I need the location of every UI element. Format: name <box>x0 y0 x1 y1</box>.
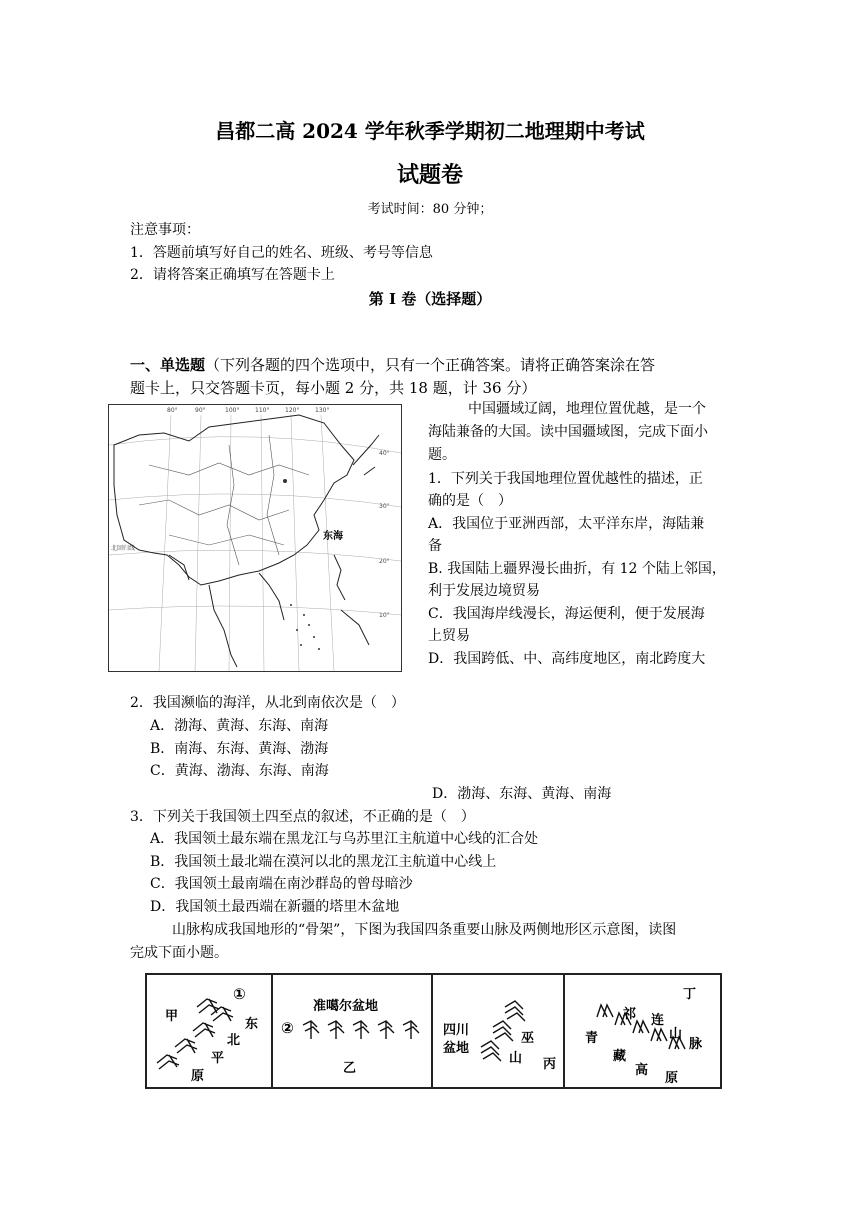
note-item: 2．请将答案正确填写在答题卡上 <box>130 267 335 283</box>
label-shan: 山 <box>509 1051 523 1066</box>
q2-option-d[interactable]: D．渤海、东海、黄海、南海 <box>432 786 612 802</box>
label-yi: 乙 <box>343 1061 357 1076</box>
tropic-label: 北回归线 <box>111 545 136 552</box>
q2-option-c[interactable]: C．黄海、渤海、东海、南海 <box>150 763 329 779</box>
label-qi: 祁 <box>623 1007 637 1022</box>
label-two: ② <box>281 1019 294 1037</box>
lon-label: 130° <box>315 407 330 414</box>
east-sea-label: 东海 <box>323 531 343 542</box>
label-wu: 巫 <box>521 1031 535 1046</box>
china-territory-map <box>108 404 402 672</box>
lat-label: 40° <box>379 450 390 457</box>
label-sichuan: 四川 <box>443 1023 470 1038</box>
label-ping: 平 <box>211 1051 225 1066</box>
part1-instructions-2: 题卡上，只交答题卡页，每小题 2 分，共 18 题，计 36 分） <box>130 379 537 397</box>
q3-stem: 3．下列关于我国领土四至点的叙述，不正确的是（ ） <box>130 809 475 825</box>
lat-label: 30° <box>379 503 390 510</box>
q1-option-a-cont: 备 <box>428 538 442 554</box>
label-jia: 甲 <box>165 1009 179 1024</box>
label-lian: 连 <box>651 1013 665 1028</box>
label-gao: 高 <box>635 1063 649 1078</box>
q1-stem: 确的是（ ） <box>428 493 512 509</box>
exam-time: 考试时间：80 分钟； <box>367 202 493 217</box>
intro1-line: 海陆兼备的大国。读中国疆域图，完成下面小 <box>428 424 708 440</box>
label-qing: 青 <box>585 1031 599 1046</box>
label-shan: 山 <box>669 1027 683 1042</box>
q1-option-b-cont: 利于发展边境贸易 <box>428 583 540 599</box>
lon-label: 100° <box>225 407 240 414</box>
diagram-panel-4 <box>565 975 720 1087</box>
label-junggar-basin: 准噶尔盆地 <box>313 999 379 1014</box>
lon-label: 110° <box>255 407 270 414</box>
q3-option-d[interactable]: D．我国领土最西端在新疆的塔里木盆地 <box>150 899 400 915</box>
diagram-panel-2 <box>273 975 433 1087</box>
label-ding: 丁 <box>683 987 697 1002</box>
q2-option-a[interactable]: A．渤海、黄海、东海、南海 <box>150 718 329 734</box>
diagram-panel-1 <box>147 975 273 1087</box>
q2-stem: 2．我国濒临的海洋，从北到南依次是（ ） <box>130 695 405 711</box>
label-yuan: 原 <box>665 1071 679 1086</box>
note-item: 1．答题前填写好自己的姓名、班级、考号等信息 <box>130 245 433 261</box>
q1-option-c-cont: 上贸易 <box>428 628 470 644</box>
label-pendi: 盆地 <box>443 1041 470 1056</box>
lon-label: 80° <box>167 407 178 414</box>
q2-option-b[interactable]: B．南海、东海、黄海、渤海 <box>150 741 329 757</box>
q1-option-a[interactable]: A．我国位于亚洲西部，太平洋东岸，海陆兼 <box>428 516 705 532</box>
lat-label: 10° <box>379 612 390 619</box>
label-bei: 北 <box>227 1033 241 1048</box>
label-one: ① <box>233 985 246 1003</box>
label-mai: 脉 <box>689 1037 703 1052</box>
notes-heading: 注意事项： <box>130 222 200 238</box>
q1-option-b[interactable]: B. 我国陆上疆界漫长曲折，有 12 个陆上邻国， <box>428 561 726 577</box>
mountain-ranges-diagram <box>145 973 722 1089</box>
section-title: 第 I 卷（选择题） <box>368 290 492 308</box>
part1-instructions: （下列各题的四个选项中，只有一个正确答案。请将正确答案涂在答 <box>205 356 656 374</box>
q1-option-c[interactable]: C．我国海岸线漫长，海运便利，便于发展海 <box>428 606 705 622</box>
q1-option-d[interactable]: D．我国跨低、中、高纬度地区，南北跨度大 <box>428 651 706 667</box>
part1-heading-line <box>130 354 655 375</box>
label-yuan: 原 <box>191 1069 205 1084</box>
intro2-line: 完成下面小题。 <box>130 945 228 961</box>
lat-label: 20° <box>379 558 390 565</box>
intro1-line: 题。 <box>428 447 456 463</box>
exam-title: 昌都二高 2024 学年秋季学期初二地理期中考试 <box>215 119 645 143</box>
part1-heading: 一、单选题 <box>130 356 206 374</box>
label-zang: 藏 <box>613 1049 627 1064</box>
exam-subtitle: 试题卷 <box>396 162 463 188</box>
lon-label: 90° <box>195 407 206 414</box>
intro2-line: 山脉构成我国地形的“骨架”，下图为我国四条重要山脉及两侧地形区示意图，读图 <box>172 922 677 938</box>
q1-stem: 1．下列关于我国地理位置优越性的描述，正 <box>428 471 703 487</box>
label-bing: 丙 <box>543 1057 557 1072</box>
q3-option-c[interactable]: C．我国领土最南端在南沙群岛的曾母暗沙 <box>150 876 413 892</box>
diagram-panel-3 <box>433 975 565 1087</box>
lon-label: 120° <box>285 407 300 414</box>
q3-option-b[interactable]: B．我国领土最北端在漠河以北的黑龙江主航道中心线上 <box>150 854 497 870</box>
intro1-line: 中国疆域辽阔，地理位置优越，是一个 <box>468 401 706 417</box>
q3-option-a[interactable]: A．我国领土最东端在黑龙江与乌苏里江主航道中心线的汇合处 <box>150 831 539 847</box>
label-dong: 东 <box>245 1017 259 1032</box>
